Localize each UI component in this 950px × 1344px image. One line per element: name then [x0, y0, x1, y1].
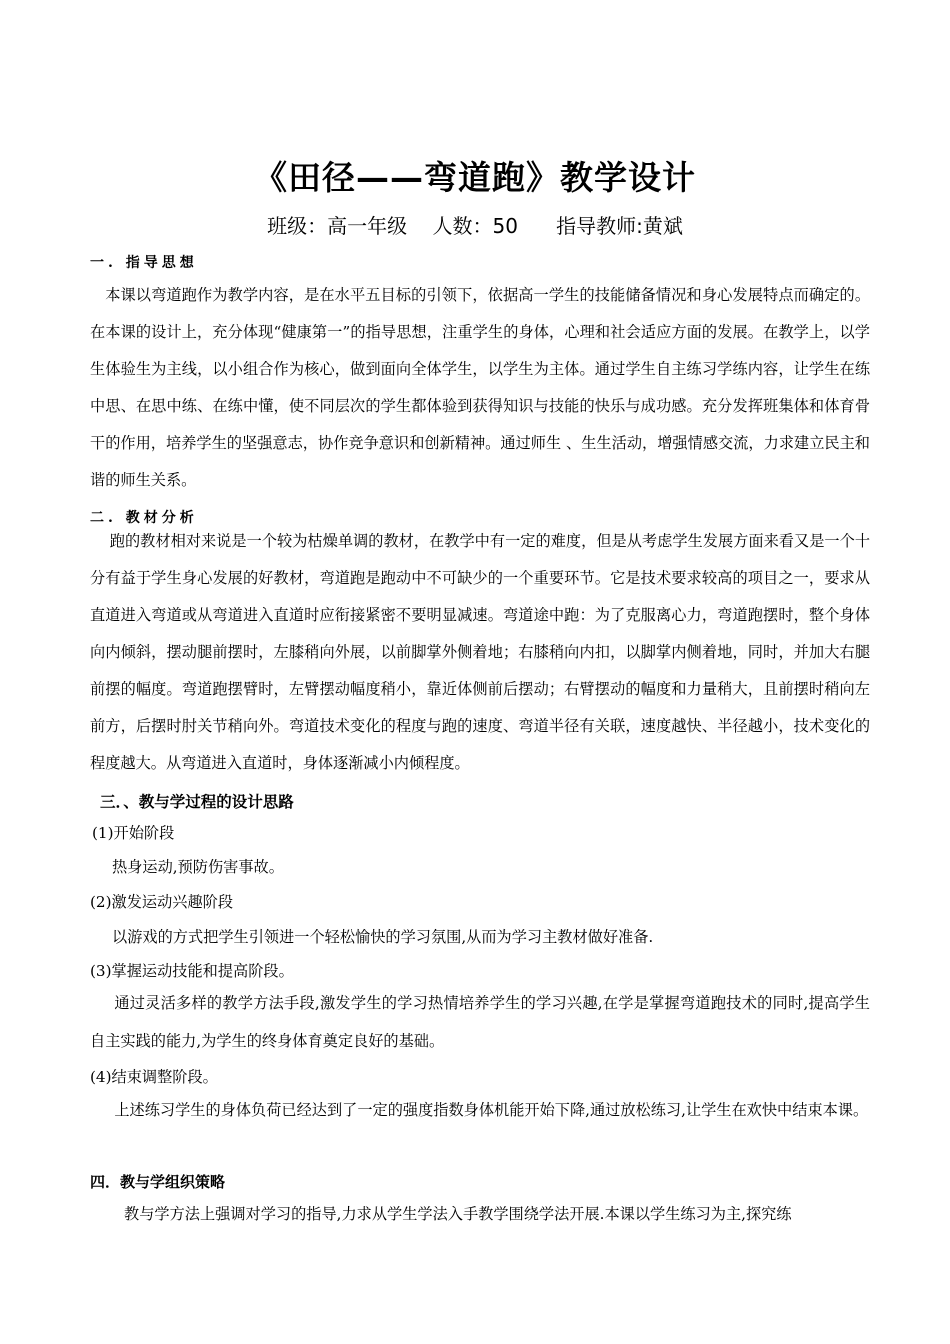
stage-4-text: 上述练习学生的身体负荷已经达到了一定的强度指数身体机能开始下降,通过放松练习,让学生在欢快中结束本课。 [114, 1101, 869, 1119]
section-heading-guiding-idea: 一. 指导思想 [90, 255, 198, 271]
section-body-material-analysis: 跑的教材相对来说是一个较为枯燥单调的教材，在教学中有一定的难度，但是从考虑学生发展方面来看又是一个十分有益于学生身心发展的好教材，弯道跑是跑动中不可缺少的一个重要环节。它是技术要求较高的项目之一，要求从直道进入弯道或从弯道进入直道时应衔接紧密不要明显减速。弯道途中跑：为了克服离心力，弯道跑摆时，整个身体向内倾斜，摆动腿前摆时，左膝稍向外展，以前脚掌外侧着地；右膝稍向内扣，以脚掌内侧着地，同时，并加大右腿前摆的幅度。弯道跑摆臂时，左臂摆动幅度稍小，靠近体侧前后摆动；右臂摆动的幅度和力量稍大，且前摆时稍向左前方，后摆时肘关节稍向外。弯道技术变化的程度与跑的速度、弯道半径有关联，速度越快、半径越小，技术变化的程度越大。从弯道进入直道时，身体逐渐减小内倾程度。 [90, 532, 870, 772]
stage-3-text: 通过灵活多样的教学方法手段,激发学生的学习热情培养学生的学习兴趣,在学是掌握弯道跑技术的同时,提高学生自主实践的能力,为学生的终身体育奠定良好的基础。 [90, 994, 870, 1050]
stage-3-label: (3)掌握运动技能和提高阶段。 [90, 962, 294, 980]
stage-2-label: (2)激发运动兴趣阶段 [90, 893, 234, 911]
stage-1-text: 热身运动,预防伤害事故。 [112, 858, 284, 876]
stage-1-label: (1)开始阶段 [92, 824, 175, 842]
stage-2-text: 以游戏的方式把学生引领进一个轻松愉快的学习氛围,从而为学习主教材做好准备. [112, 928, 654, 946]
section-body-organization-strategy: 教与学方法上强调对学习的指导,力求从学生学法入手教学围绕学法开展.本课以学生练习为主,探究练 [124, 1205, 792, 1223]
section-body-guiding-idea: 本课以弯道跑作为教学内容，是在水平五目标的引领下，依据高一学生的技能储备情况和身心发展特点而确定的。在本课的设计上，充分体现“健康第一”的指导思想，注重学生的身体，心理和社会适应方面的发展。在教学上，以学生体验生为主线，以小组合作为核心，做到面向全体学生，以学生为主体。通过学生自主练习学练内容，让学生在练中思、在思中练、在练中懂，使不同层次的学生都体验到获得知识与技能的快乐与成功感。充分发挥班集体和体育骨干的作用，培养学生的坚强意志，协作竞争意识和创新精神。通过师生 、生生活动，增强情感交流，力求建立民主和谐的师生关系。 [90, 286, 870, 489]
class-info-line: 班级：高一年级 人数：50 指导教师:黄斌 [267, 214, 683, 238]
section-heading-material-analysis: 二. 教材分析 [90, 510, 198, 526]
section-heading-process-design: 三．、教与学过程的设计思路 [100, 792, 294, 811]
section-heading-organization-strategy: 四．教与学组织策略 [90, 1173, 226, 1191]
document-title: 《田径——弯道跑》教学设计 [254, 158, 696, 197]
stage-4-label: (4)结束调整阶段。 [90, 1068, 218, 1086]
